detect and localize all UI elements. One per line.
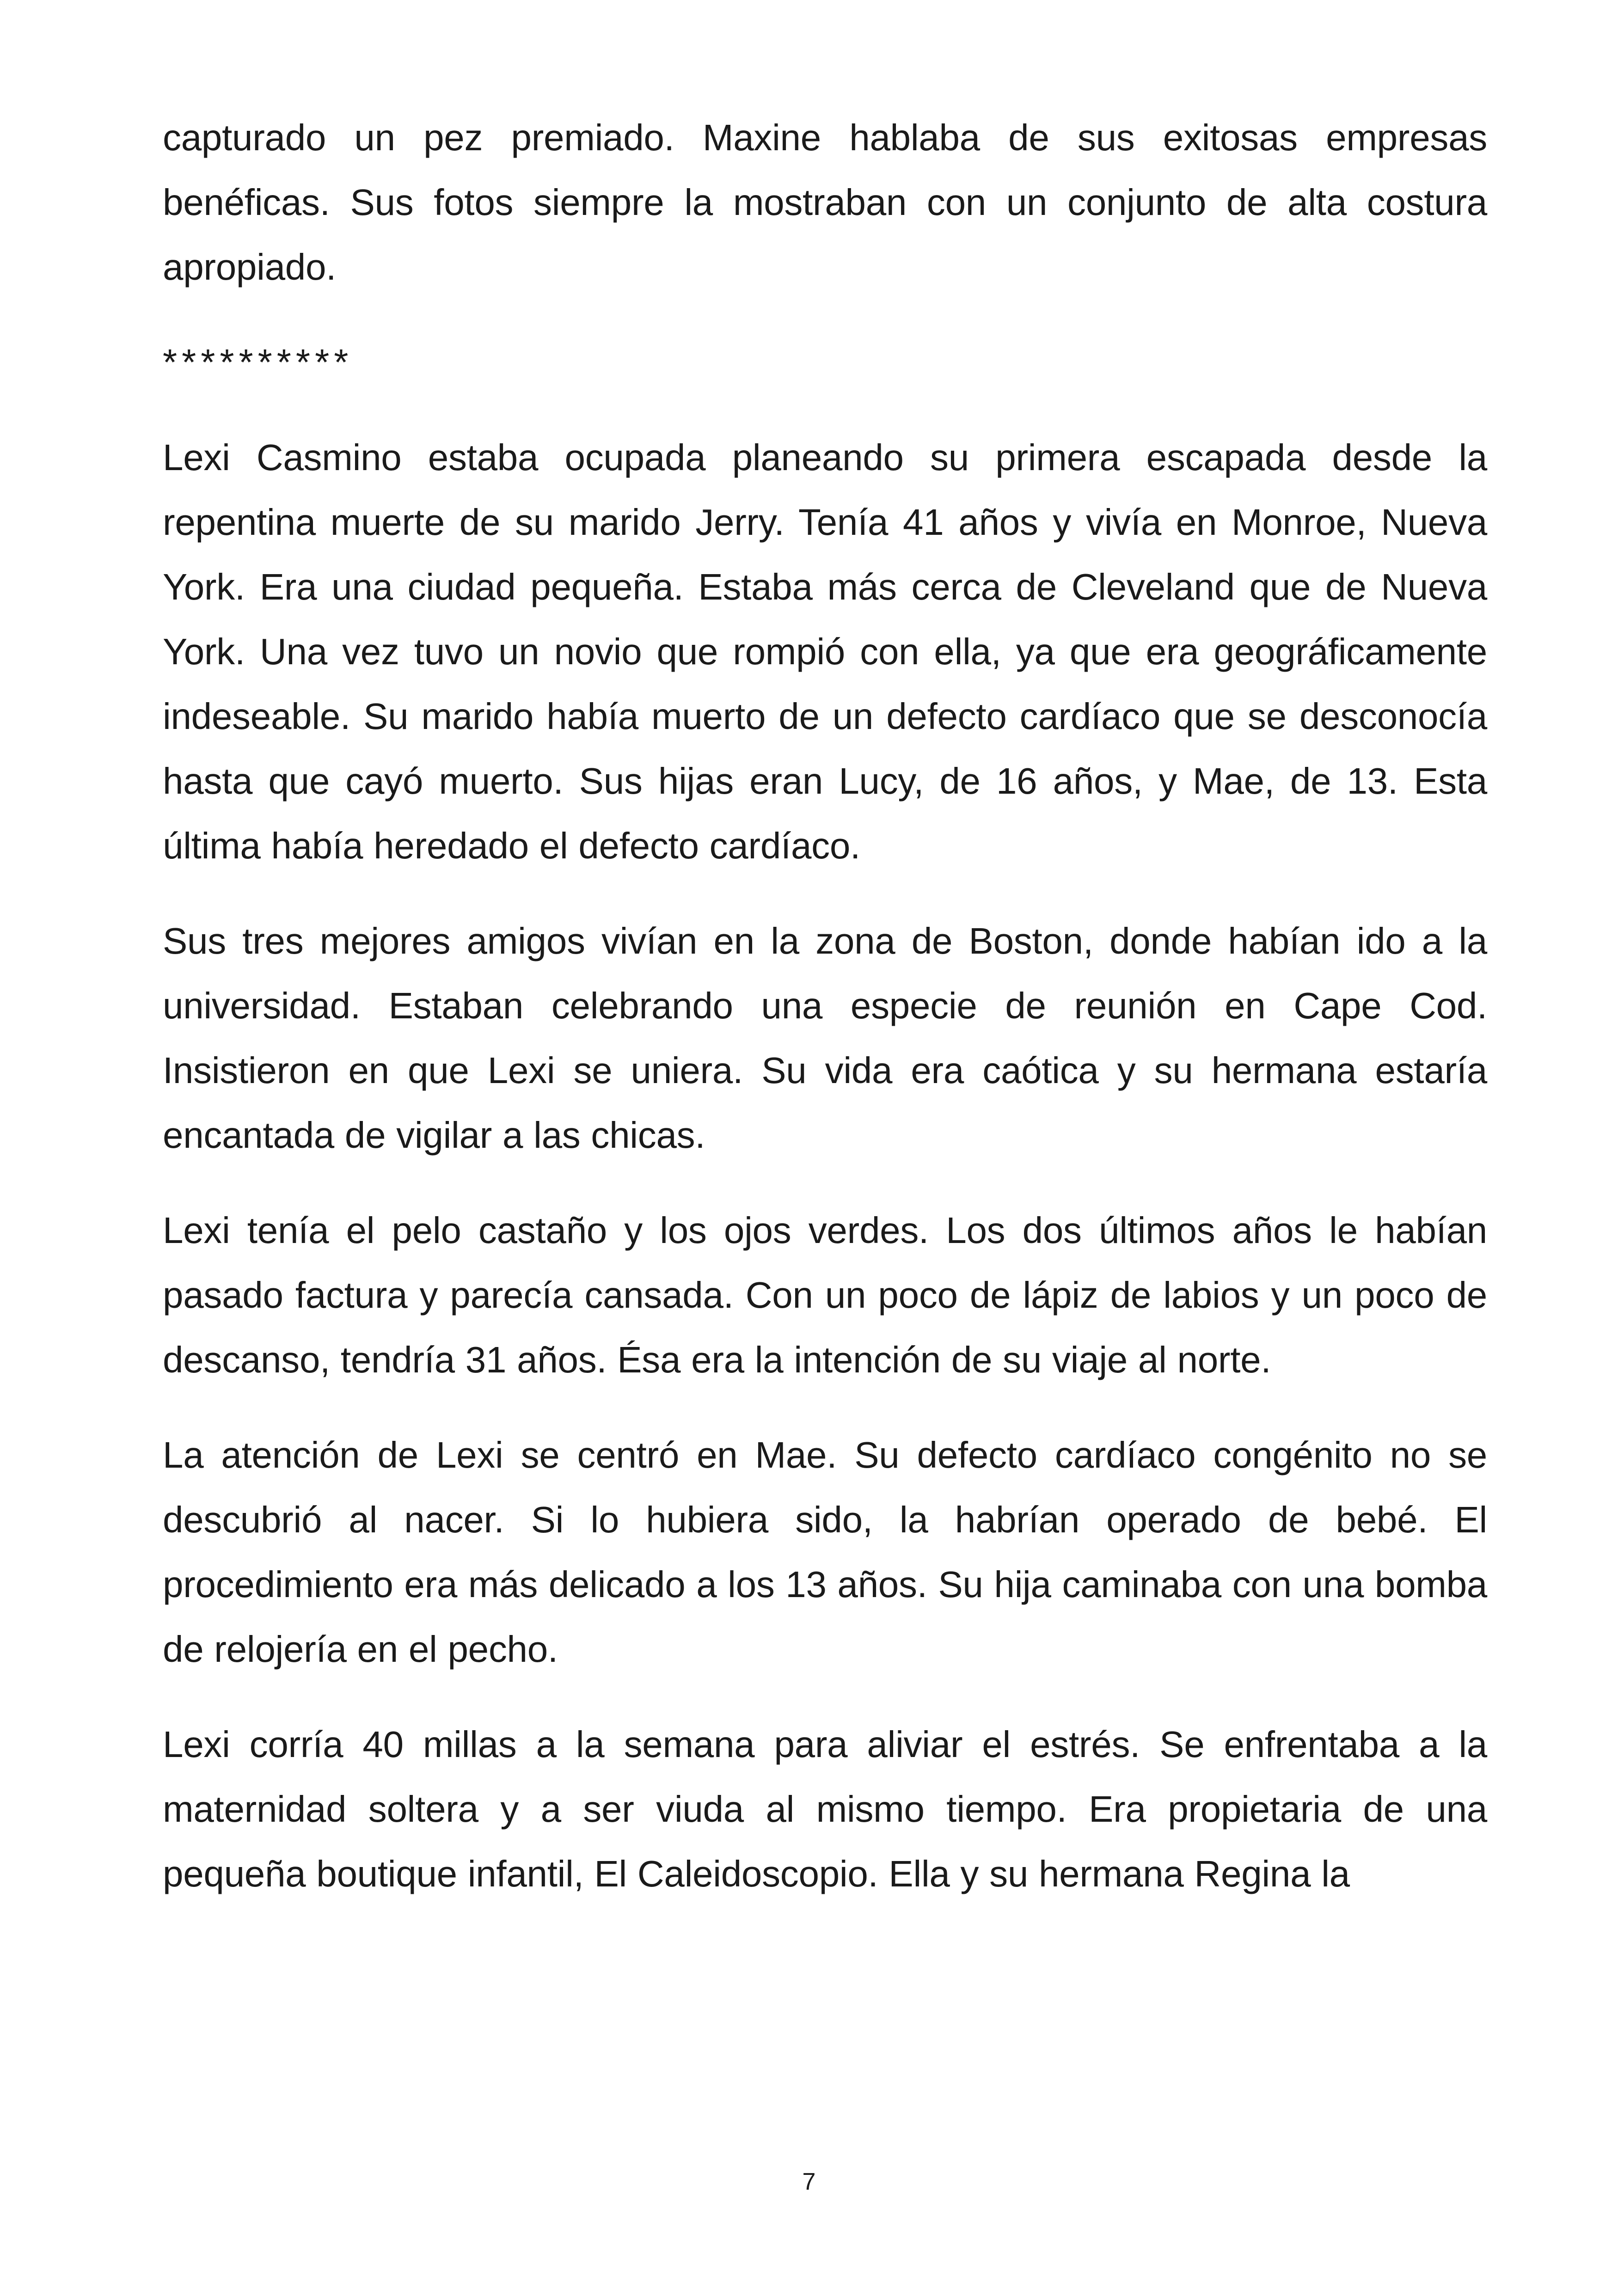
paragraph-2: Sus tres mejores amigos vivían en la zona de Boston, donde habían ido a la universidad. Estaban celebrando una especie de reunión en Cape Cod. Insistieron en que Lexi se uniera. Su vida era caótica y su hermana estaría encantada de vigilar a las chicas. (163, 920, 1487, 1156)
page-number: 7 (802, 2168, 816, 2195)
paragraph-continued: capturado un pez premiado. Maxine hablaba de sus exitosas empresas benéficas. Sus fotos siempre la mostraban con un conjunto de alta costura apropiado. (163, 117, 1487, 288)
body-text (163, 105, 1487, 1937)
paragraph-5: Lexi corría 40 millas a la semana para aliviar el estrés. Se enfrentaba a la maternidad soltera y a ser viuda al mismo tiempo. Era propietaria de una pequeña boutique infantil, El Caleidoscopio. Ella y su hermana Regina la (163, 1724, 1487, 1894)
paragraph-1: Lexi Casmino estaba ocupada planeando su primera escapada desde la repentina muerte de su marido Jerry. Tenía 41 años y vivía en Monroe, Nueva York. Era una ciudad pequeña. Estaba más cerca de Cleveland que de Nueva York. Una vez tuvo un novio que rompió con ella, ya que era geográficamente indeseable. Su marido había muerto de un defecto cardíaco que se desconocía hasta que cayó muerto. Sus hijas eran Lucy, de 16 años, y Mae, de 13. Esta última había heredado el defecto cardíaco. (163, 437, 1487, 866)
section-separator: ********** (163, 342, 353, 383)
paragraph-3: Lexi tenía el pelo castaño y los ojos verdes. Los dos últimos años le habían pasado factura y parecía cansada. Con un poco de lápiz de labios y un poco de descanso, tendría 31 años. Ésa era la intención de su viaje al norte. (163, 1210, 1487, 1380)
paragraph-4: La atención de Lexi se centró en Mae. Su defecto cardíaco congénito no se descubrió al nacer. Si lo hubiera sido, la habrían operado de bebé. El procedimiento era más delicado a los 13 años. Su hija caminaba con una bomba de relojería en el pecho. (163, 1434, 1487, 1670)
